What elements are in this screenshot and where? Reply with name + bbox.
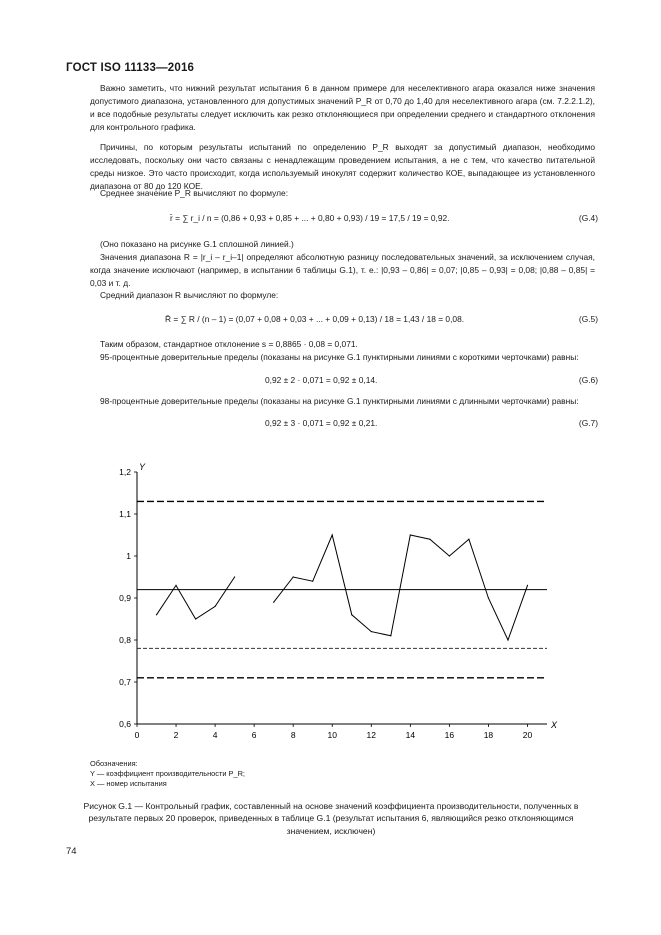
data-point [214, 606, 215, 607]
y-tick-label: 0,8 [119, 635, 131, 645]
x-tick-label: 0 [134, 730, 140, 740]
data-point [312, 581, 313, 582]
x-tick-label: 2 [173, 730, 179, 740]
figure-caption: Рисунок G.1 — Контрольный график, составленный на основе значений коэффициента производительности, полученных в результате первых 20 проверок, приведенных в таблице G.1 (результат испытания 6, являющийся резко отклоняющимся значением, исключен) [83, 801, 579, 836]
data-point [332, 534, 333, 535]
document-header: ГОСТ ISO 11133—2016 [66, 62, 195, 74]
paragraph-causes: Причины, по которым результаты испытаний по определению P_R выходят за допустимый диапазон, необходимо исследовать, поскольку они часто связаны с ненадлежащим проведением испытания, а не с тем, что качество питательной среды низкое. Это часто происходит, когда используемый инокулят содержит количество КОЕ, выпадающее из установленного диапазона от 80 до 120 КОЕ. [90, 142, 595, 191]
x-tick-label: 20 [522, 730, 533, 740]
paragraph-95-limits: 95-процентные доверительные пределы (показаны на рисунке G.1 пунктирными линиями с короткими черточками) равны: [100, 352, 579, 362]
data-point [371, 631, 372, 632]
formula-g6-number: (G.6) [578, 375, 598, 385]
formula-g7: 0,92 ± 3 · 0,071 = 0,92 ± 0,21. [265, 418, 378, 428]
formula-g5-number: (G.5) [578, 314, 598, 324]
data-point [351, 614, 352, 615]
data-point [273, 602, 274, 603]
x-tick-label: 12 [366, 730, 377, 740]
formula-g6: 0,92 ± 2 · 0,071 = 0,92 ± 0,14. [265, 375, 378, 385]
data-point [293, 576, 294, 577]
formula-g5: R̄ = ∑ R / (n – 1) = (0,07 + 0,08 + 0,03 + ... + 0,09 + 0,13) / 18 = 1,43 / 18 = 0,08. [165, 314, 465, 324]
y-tick-label: 1 [126, 551, 131, 561]
data-point [468, 539, 469, 540]
data-point [175, 585, 176, 586]
x-tick-label: 6 [251, 730, 257, 740]
data-point [410, 534, 411, 535]
paragraph-98-limits: 98-процентные доверительные пределы (показаны на рисунке G.1 пунктирными линиями с длинными черточками) равны: [100, 396, 579, 406]
paragraph-std-dev: Таким образом, стандартное отклонение s = 0,8865 · 0,08 = 0,071. [100, 339, 358, 349]
data-point [156, 614, 157, 615]
data-point [390, 635, 391, 636]
paragraph-mean-range-intro: Средний диапазон R вычисляют по формуле: [100, 290, 279, 300]
legend-title: Обозначения: [90, 759, 138, 768]
paragraph-mean-intro: Среднее значение P_R вычисляют по формуле: [100, 188, 289, 198]
formula-g4-number: (G.4) [578, 213, 598, 223]
page-number: 74 [66, 846, 77, 857]
y-tick-label: 0,7 [119, 677, 131, 687]
data-point [449, 555, 450, 556]
legend-x: X — номер испытания [90, 779, 167, 788]
formula-g4: r̄ = ∑ r_i / n = (0,86 + 0,93 + 0,85 + ... + 0,80 + 0,93) / 19 = 17,5 / 19 = 0,92. [170, 213, 450, 223]
paragraph-outlier-note: Важно заметить, что нижний результат испытания 6 в данном примере для неселективного агара оказался ниже значения допустимого диапазона, установленного для допустимых значений P_R от 0,70 до 1,40 для неселективного агара (см. 7.2.2.1.2), и все подобные результаты следует исключить как резко отклоняющиеся при определении среднего и стандартного отклонения для контрольного графика. [90, 83, 595, 132]
paragraph-range-definition: Значения диапазона R = |r_i – r_i–1| определяют абсолютную разницу последовательных значений, за исключением случая, когда значение исключают (например, в испытании 6 таблицы G.1), т. е.: |0,93 – 0,86| = 0,07; |0,85 – 0,93| = 0,08; |0,88 – 0,85| = 0,03 и т. д. [90, 252, 595, 288]
y-tick-label: 1,1 [119, 509, 131, 519]
data-point [507, 639, 508, 640]
x-axis-label: X [551, 720, 558, 730]
x-tick-label: 10 [327, 730, 337, 740]
legend-y: Y — коэффициент производительности P_R; [90, 769, 245, 778]
formula-g7-number: (G.7) [578, 418, 598, 428]
x-tick-label: 8 [290, 730, 296, 740]
control-chart-svg [90, 460, 570, 760]
x-tick-label: 18 [483, 730, 494, 740]
x-tick-label: 4 [212, 730, 218, 740]
data-series-line-1 [157, 577, 235, 619]
data-point [195, 618, 196, 619]
x-tick-label: 14 [405, 730, 416, 740]
data-point [234, 576, 235, 577]
x-tick-label: 16 [444, 730, 455, 740]
data-point [488, 597, 489, 598]
data-point [429, 539, 430, 540]
data-point [527, 585, 528, 586]
y-tick-label: 1,2 [119, 467, 131, 477]
y-tick-label: 0,9 [119, 593, 131, 603]
y-axis-label: Y [139, 462, 146, 472]
data-series-line-2 [274, 535, 528, 640]
control-chart [90, 460, 570, 760]
y-tick-label: 0,6 [119, 719, 131, 729]
paragraph-solid-line-note: (Оно показано на рисунке G.1 сплошной линией.) [100, 239, 294, 249]
